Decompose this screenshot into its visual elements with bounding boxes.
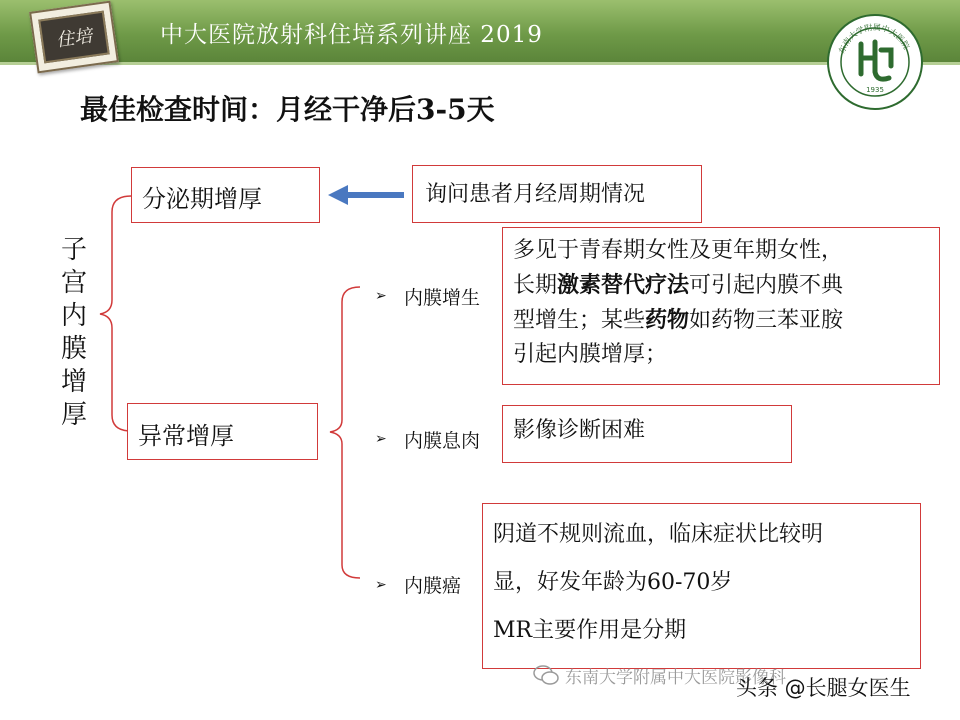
- bullet-arrow-icon: ➢: [375, 431, 387, 447]
- inquiry-label: 询问患者月经周期情况: [425, 182, 646, 207]
- series-title: 中大医院放射科住培系列讲座 2019: [160, 22, 543, 48]
- slide-title: 最佳检查时间：月经干净后3-5天: [80, 93, 495, 126]
- sub-bracket: [330, 287, 360, 578]
- inquiry-box: [412, 165, 702, 223]
- arrow-icon: [328, 185, 348, 205]
- topic-char: 内: [60, 301, 87, 331]
- topic-char: 厚: [60, 400, 87, 430]
- polyp-detail-box: [502, 405, 792, 463]
- abnormal-thickening-label: 异常增厚: [138, 422, 234, 450]
- detail-line: 型增生；某些药物如药物三苯亚胺: [513, 307, 844, 333]
- detail-line: 显，好发年龄为60-70岁: [493, 570, 733, 595]
- topic-char: 增: [60, 367, 87, 397]
- main-bracket: [100, 196, 131, 431]
- bullet-arrow-icon: ➢: [375, 288, 387, 304]
- logo-year: 1935: [866, 86, 884, 94]
- watermark-author: 头条 @长腿女医生: [736, 676, 911, 700]
- hyperplasia-label: 内膜增生: [404, 287, 481, 309]
- bullet-arrow-icon: ➢: [375, 577, 387, 593]
- cancer-detail-text: [493, 518, 823, 648]
- logo-arc-text: 东南大学附属中大医院: [837, 22, 911, 55]
- cancer-label: 内膜癌: [404, 575, 462, 597]
- topic-char: 膜: [60, 334, 87, 364]
- topic-char: 宫: [60, 268, 87, 298]
- detail-line: 阴道不规则流血，临床症状比较明: [493, 522, 824, 547]
- watermark-source: 东南大学附属中大医院影像科: [565, 668, 786, 688]
- hyperplasia-detail-box: [502, 227, 940, 385]
- wechat-icon: [533, 664, 559, 686]
- hrt-emphasis: 激素替代疗法: [557, 272, 690, 298]
- abnormal-thickening-box: [127, 403, 318, 460]
- topic-char: 子: [60, 235, 87, 265]
- detail-line: 引起内膜增厚；: [513, 342, 668, 367]
- polyp-label: 内膜息肉: [404, 430, 481, 452]
- hyperplasia-detail-text: [513, 234, 843, 372]
- secretory-thickening-box: [131, 167, 320, 223]
- detail-line: MR主要作用是分期: [493, 618, 687, 643]
- badge-label: 住培: [38, 11, 109, 64]
- polyp-detail-text: 影像诊断困难: [513, 418, 646, 443]
- drug-emphasis: 药物: [645, 307, 690, 333]
- secretory-thickening-label: 分泌期增厚: [142, 185, 262, 213]
- cancer-detail-box: [482, 503, 921, 669]
- detail-line: 长期激素替代疗法可引起内膜不典: [513, 272, 844, 298]
- detail-line: 多见于青春期女性及更年期女性，: [513, 238, 844, 263]
